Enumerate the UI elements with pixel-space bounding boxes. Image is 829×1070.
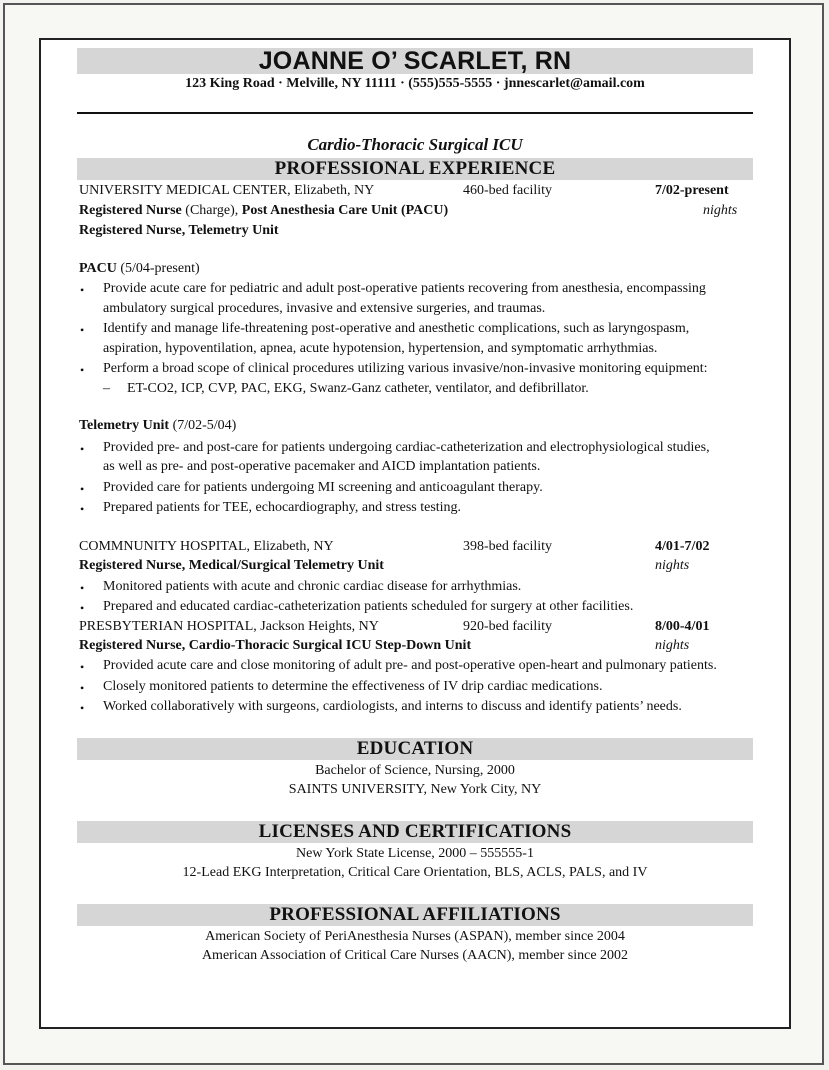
subsection-label: PACU [79, 261, 117, 276]
bullet-icon [80, 442, 84, 457]
shift-community: nights [655, 558, 690, 573]
list-item: Closely monitored patients to determine the effectiveness of IV drip cardiac medications. [103, 679, 603, 694]
list-item: Provide acute care for pediatric and adult post-operative patients recovering from anesthesia, encompassing [103, 281, 706, 296]
affiliation-item: American Society of PeriAnesthesia Nurses (ASPAN), member since 2004 [205, 929, 625, 944]
bullet-icon [80, 681, 84, 696]
subsection-label: Telemetry Unit [79, 418, 170, 433]
list-item: Provided acute care and close monitoring of adult pre- and post-operative open-heart and pulmonary patients. [103, 658, 717, 673]
employer-presbyterian: PRESBYTERIAN HOSPITAL, Jackson Heights, NY [79, 619, 379, 634]
role-community: Registered Nurse, Medical/Surgical Telemetry Unit [79, 558, 384, 573]
facility-presbyterian: 920-bed facility [463, 619, 553, 634]
section-heading-affiliations: PROFESSIONAL AFFILIATIONS [77, 904, 753, 926]
affiliation-item: American Association of Critical Care Nurses (AACN), member since 2002 [201, 948, 629, 963]
facility-community: 398-bed facility [463, 539, 553, 554]
section-heading-experience: PROFESSIONAL EXPERIENCE [77, 158, 753, 180]
header-divider [77, 112, 753, 114]
list-item: Perform a broad scope of clinical procedures utilizing various invasive/non-invasive monitoring equipment: [103, 361, 708, 376]
section-heading-licenses: LICENSES AND CERTIFICATIONS [77, 821, 753, 843]
education-school: SAINTS UNIVERSITY, New York City, NY [288, 782, 542, 797]
section-heading-education: EDUCATION [77, 738, 753, 760]
shift-umc: nights [703, 203, 738, 218]
facility-umc: 460-bed facility [463, 183, 553, 198]
subsection-dates: (7/02-5/04) [169, 418, 237, 433]
role-umc-telemetry: Registered Nurse, Telemetry Unit [79, 223, 279, 238]
sub-list-item: ET-CO2, ICP, CVP, PAC, EKG, Swanz-Ganz catheter, ventilator, and defibrillator. [127, 381, 589, 396]
list-item: Prepared and educated cardiac-catheterization patients scheduled for surgery at other facilities. [103, 599, 634, 614]
education-degree: Bachelor of Science, Nursing, 2000 [315, 763, 515, 778]
list-item: Monitored patients with acute and chronic cardiac disease for arrhythmias. [103, 579, 522, 594]
objective-title: Cardio-Thoracic Surgical ICU [307, 135, 523, 154]
dash-icon [103, 381, 110, 397]
employer-community: COMMNUNITY HOSPITAL, Elizabeth, NY [79, 539, 334, 554]
bullet-icon [80, 601, 84, 616]
list-item-continued: ambulatory surgical procedures, invasive and extensive surgeries, and traumas. [103, 301, 546, 316]
bullet-icon [80, 701, 84, 716]
list-item: Provided care for patients undergoing MI screening and anticoagulant therapy. [103, 480, 543, 495]
bullet-icon [80, 502, 84, 517]
employer-umc: UNIVERSITY MEDICAL CENTER, Elizabeth, NY [79, 183, 375, 198]
contact-line: 123 King Road · Melville, NY 11111 · (555)555-5555 · jnnescarlet@amail.com [185, 76, 645, 91]
dates-presbyterian: 8/00-4/01 [655, 619, 710, 634]
shift-presbyterian: nights [655, 638, 690, 653]
subsection-dates: (5/04-present) [116, 261, 200, 276]
certifications-line: 12-Lead EKG Interpretation, Critical Care Orientation, BLS, ACLS, PALS, and IV [182, 865, 648, 880]
bullet-icon [80, 482, 84, 497]
list-item-continued: aspiration, hypoventilation, apnea, acute hypotension, hypertension, and symptomatic arrhythmias. [103, 341, 658, 356]
bullet-icon [80, 283, 84, 298]
role-presbyterian: Registered Nurse, Cardio-Thoracic Surgical ICU Step-Down Unit [79, 638, 472, 653]
license-line: New York State License, 2000 – 555555-1 [296, 846, 534, 861]
list-item: Identify and manage life-threatening post-operative and anesthetic complications, such as laryngospasm, [103, 321, 690, 336]
subsection-pacu [79, 261, 200, 277]
bullet-icon [80, 660, 84, 675]
role-umc-pacu [79, 203, 448, 219]
candidate-name: JOANNE O’ SCARLET, RN [77, 48, 753, 74]
bullet-icon [80, 323, 84, 338]
subsection-telemetry [79, 418, 236, 434]
dates-community: 4/01-7/02 [655, 539, 710, 554]
bullet-icon [80, 581, 84, 596]
role-title: Registered Nurse [79, 203, 182, 218]
list-item: Worked collaboratively with surgeons, cardiologists, and interns to discuss and identify patients’ needs. [103, 699, 682, 714]
dates-umc: 7/02-present [655, 183, 729, 198]
bullet-icon [80, 363, 84, 378]
role-paren: (Charge), [181, 203, 242, 218]
list-item: Prepared patients for TEE, echocardiography, and stress testing. [103, 500, 462, 515]
list-item: Provided pre- and post-care for patients undergoing cardiac-catheterization and electrophysiological studies, [103, 440, 710, 455]
list-item-continued: as well as pre- and post-operative pacemaker and AICD implantation patients. [103, 459, 541, 474]
role-unit: Post Anesthesia Care Unit (PACU) [241, 203, 449, 218]
